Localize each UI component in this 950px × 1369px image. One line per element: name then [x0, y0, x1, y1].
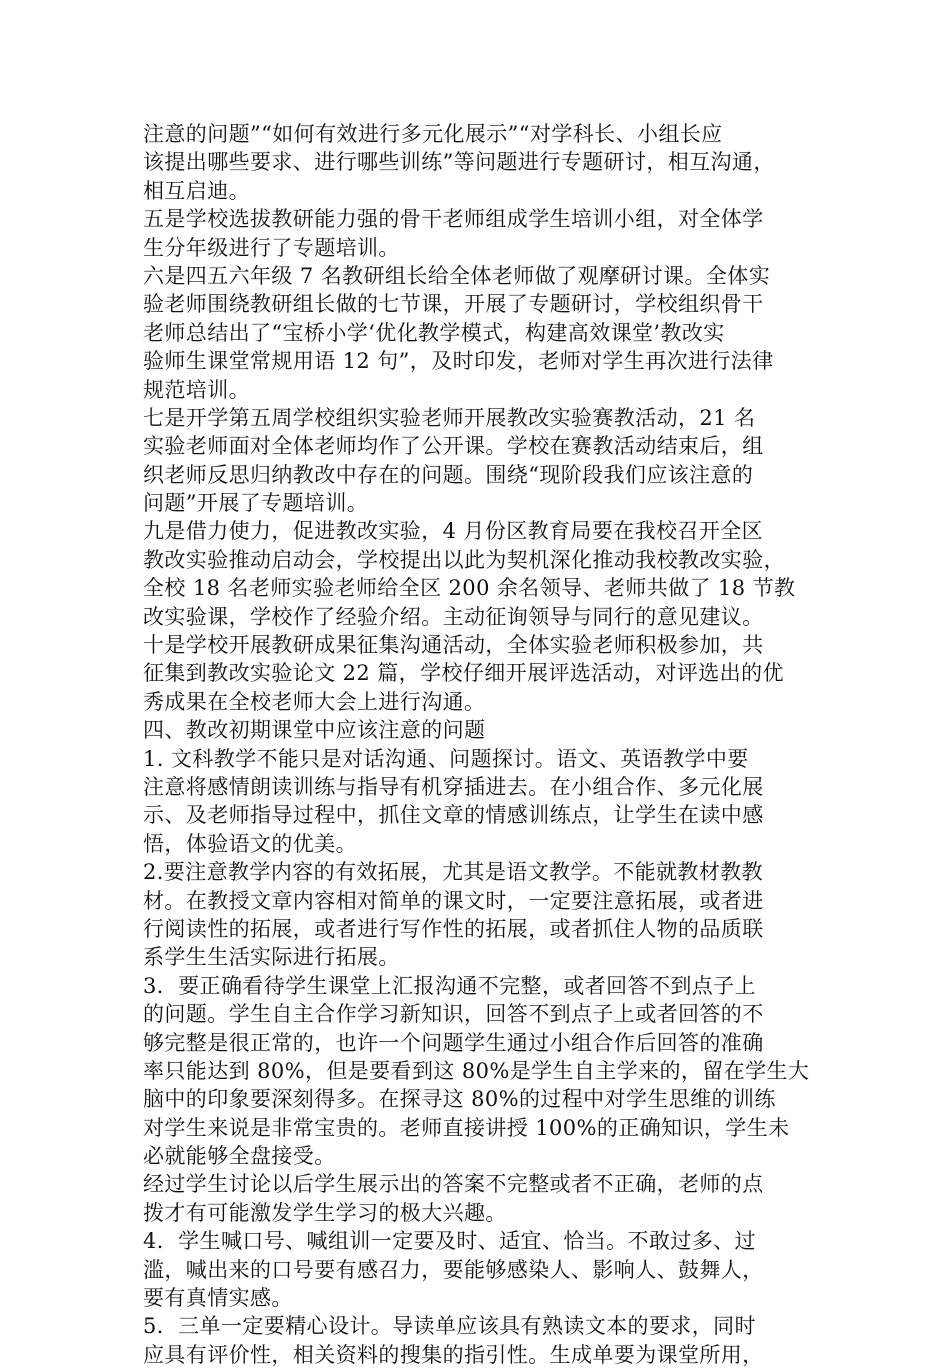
text-line: 全校 18 名老师实验老师给全区 200 余名领导、老师共做了 18 节教	[143, 576, 796, 601]
text-line: 要有真情实感。	[143, 1286, 293, 1311]
text-line: 六是四五六年级 7 名教研组长给全体老师做了观摩研讨课。全体实	[143, 263, 771, 288]
text-line: 滥，喊出来的口号要有感召力，要能够感染人、影响人、鼓舞人，	[143, 1257, 764, 1282]
text-line: 实验老师面对全体老师均作了公开课。学校在赛教活动结束后，组	[143, 434, 764, 459]
text-line: 3．要正确看待学生课堂上汇报沟通不完整，或者回答不到点子上	[143, 973, 756, 998]
text-line: 改实验课，学校作了经验介绍。主动征询领导与同行的意见建议。	[143, 604, 764, 629]
text-line: 率只能达到 80%，但是要看到这 80%是学生自主学来的，留在学生大	[143, 1058, 810, 1083]
text-line: 必就能够全盘接受。	[143, 1144, 336, 1169]
text-line: 行阅读性的拓展，或者进行写作性的拓展，或者抓住人物的品质联	[143, 916, 764, 941]
text-line: 悟，体验语文的优美。	[143, 831, 357, 856]
section-heading: 四、教改初期课堂中应该注意的问题	[143, 718, 486, 743]
text-line: 九是借力使力，促进教改实验，4 月份区教育局要在我校召开全区	[143, 519, 764, 544]
text-line: 经过学生讨论以后学生展示出的答案不完整或者不正确，老师的点	[143, 1172, 764, 1197]
text-line: 生分年级进行了专题培训。	[143, 235, 400, 260]
text-line: 规范培训。	[143, 377, 250, 402]
text-line: 注意的问题”“如何有效进行多元化展示”“对学科长、小组长应	[143, 122, 723, 146]
text-line: 秀成果在全校老师大会上进行沟通。	[143, 689, 486, 714]
text-line: 验老师围绕教研组长做的七节课，开展了专题研讨，学校组织骨干	[143, 292, 764, 317]
text-line: 2.要注意教学内容的有效拓展，尤其是语文教学。不能就教材教教	[143, 860, 764, 885]
text-line: 五是学校选拔教研能力强的骨干老师组成学生培训小组，对全体学	[143, 207, 764, 232]
text-line: 相互启迪。	[143, 178, 250, 203]
text-line: 脑中的印象要深刻得多。在探寻这 80%的过程中对学生思维的训练	[143, 1087, 776, 1112]
text-line: 教改实验推动启动会，学校提出以此为契机深化推动我校教改实验，	[143, 547, 785, 572]
text-line: 七是开学第五周学校组织实验老师开展教改实验赛教活动，21 名	[143, 405, 756, 430]
text-line: 验师生课堂常规用语 12 句”，及时印发，老师对学生再次进行法律	[143, 349, 774, 374]
text-line: 十是学校开展教研成果征集沟通活动，全体实验老师积极参加，共	[143, 633, 764, 658]
text-line: 织老师反思归纳教改中存在的问题。围绕“现阶段我们应该注意的	[143, 462, 754, 487]
text-line: 示、及老师指导过程中，抓住文章的情感训练点，让学生在读中感	[143, 803, 764, 828]
text-line: 1. 文科教学不能只是对话沟通、问题探讨。语文、英语教学中要	[143, 746, 749, 771]
text-line: 的问题。学生自主合作学习新知识，回答不到点子上或者回答的不	[143, 1002, 764, 1027]
document-page	[143, 120, 815, 1369]
text-line: 4．学生喊口号、喊组训一定要及时、适宜、恰当。不敢过多、过	[143, 1229, 756, 1254]
text-line: 注意将感情朗读训练与指导有机穿插进去。在小组合作、多元化展	[143, 774, 764, 799]
text-line: 够完整是很正常的，也许一个问题学生通过小组合作后回答的准确	[143, 1030, 764, 1055]
text-line: 征集到教改实验论文 22 篇，学校仔细开展评选活动，对评选出的优	[143, 661, 784, 686]
text-line: 5．三单一定要精心设计。导读单应该具有熟读文本的要求，同时	[143, 1314, 756, 1339]
text-line: 拨才有可能激发学生学习的极大兴趣。	[143, 1200, 507, 1225]
text-line: 对学生来说是非常宝贵的。老师直接讲授 100%的正确知识，学生未	[143, 1115, 790, 1140]
text-line: 老师总结出了“宝桥小学‘优化教学模式，构建高效课堂’教改实	[143, 320, 725, 345]
text-line: 问题”开展了专题培训。	[143, 491, 369, 516]
text-line: 系学生生活实际进行拓展。	[143, 945, 400, 970]
text-line: 应具有评价性，相关资料的搜集的指引性。生成单要为课堂所用，	[143, 1342, 764, 1367]
text-line: 材。在教授文章内容相对简单的课文时，一定要注意拓展，或者进	[143, 888, 764, 913]
text-line: 该提出哪些要求、进行哪些训练”等问题进行专题研讨，相互沟通，	[143, 150, 775, 175]
